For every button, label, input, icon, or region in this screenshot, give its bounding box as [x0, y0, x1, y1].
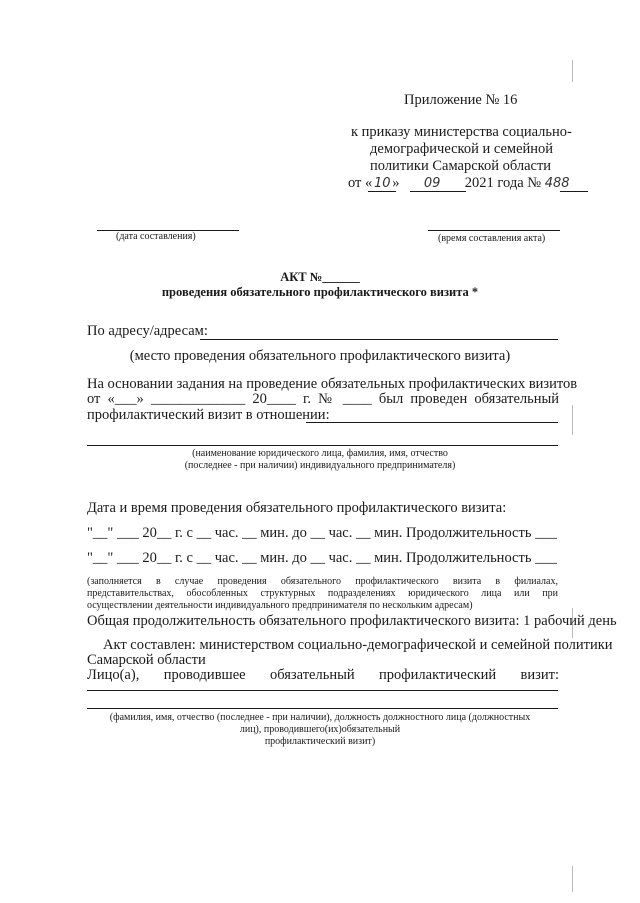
- basis-line-1: На основании задания на проведение обязательных профилактических визитов: [87, 376, 578, 392]
- total-duration: Общая продолжительность обязательного профилактического визита: 1 рабочий день: [87, 613, 617, 629]
- datetime-row-1: "__" ___ 20__ г. с __ час. __ мин. до __ час. __ мин. Продолжительность ___: [87, 525, 557, 541]
- order-number-underline: [560, 191, 588, 192]
- address-field-line: [200, 339, 558, 340]
- composed-line-2: Самарской области: [87, 652, 206, 668]
- datetime-note-2: представительствах, обособленных структурных подразделениях юридического лица или при: [87, 588, 558, 599]
- date-suffix: 2021 года №: [464, 175, 542, 191]
- persons-field-line-1: [87, 690, 558, 691]
- handwritten-day: 10: [374, 176, 391, 191]
- datetime-note-3: осуществлении деятельности индивидуального предпринимателя по нескольким адресам): [87, 600, 473, 611]
- datetime-label: Дата и время проведения обязательного профилактического визита:: [87, 500, 507, 516]
- persons-line: [87, 667, 559, 684]
- scan-edge-mark: [572, 405, 573, 435]
- handwritten-order-number: 488: [544, 176, 570, 191]
- persons-word-5: визит:: [520, 667, 559, 683]
- persons-word-1: Лицо(а),: [87, 667, 140, 683]
- basis-subject-line-2: [87, 445, 558, 446]
- persons-field-line-2: [87, 708, 558, 709]
- basis-subject-line: [306, 422, 558, 423]
- basis-line-3: профилактический визит в отношении:: [87, 407, 330, 423]
- order-line-2: демографической и семейной: [370, 141, 554, 157]
- basis-caption-2: (последнее - при наличии) индивидуального предпринимателя): [184, 460, 456, 471]
- composed-line-1: Акт составлен: министерством социально-демографической и семейной политики: [103, 637, 613, 653]
- persons-caption-2: лиц), проводившего(их)обязательный: [239, 724, 401, 735]
- scan-edge-mark: [572, 866, 573, 892]
- act-title: АКТ №______: [280, 270, 360, 284]
- order-line-3: политики Самарской области: [370, 158, 552, 174]
- order-line-1: к приказу министерства социально-: [351, 124, 572, 140]
- time-compiled-line: [428, 230, 560, 231]
- datetime-note-1: (заполняется в случае проведения обязательного профилактического визита в филиалах,: [87, 576, 558, 587]
- scan-edge-mark: [572, 60, 573, 82]
- address-label: По адресу/адресам:: [87, 323, 208, 339]
- date-day-underline: [368, 191, 396, 192]
- appendix-number: Приложение № 16: [404, 92, 518, 108]
- handwritten-month: 09: [423, 176, 441, 191]
- persons-word-4: профилактический: [378, 667, 497, 683]
- persons-word-3: обязательный: [269, 667, 355, 683]
- act-subtitle: проведения обязательного профилактического визита *: [161, 285, 479, 299]
- address-caption: (место проведения обязательного профилактического визита): [129, 348, 511, 364]
- date-prefix: от «: [348, 175, 373, 191]
- time-compiled-caption: (время составления акта): [438, 233, 546, 244]
- persons-word-2: проводившее: [163, 667, 246, 683]
- persons-caption-3: профилактический визит): [264, 736, 376, 747]
- basis-caption-1: (наименование юридического лица, фамилия, имя, отчество: [192, 448, 448, 459]
- date-mid: »: [392, 175, 400, 191]
- date-month-underline: [410, 191, 466, 192]
- persons-caption-1: (фамилия, имя, отчество (последнее - при наличии), должность должностного лица (должностных: [109, 712, 531, 723]
- order-date-line: [348, 175, 588, 195]
- date-compiled-caption: (дата составления): [116, 231, 196, 242]
- basis-line-2: от «___» _____________ 20____ г. № ____ был проведен обязательный: [87, 391, 559, 407]
- datetime-row-2: "__" ___ 20__ г. с __ час. __ мин. до __ час. __ мин. Продолжительность ___: [87, 550, 557, 566]
